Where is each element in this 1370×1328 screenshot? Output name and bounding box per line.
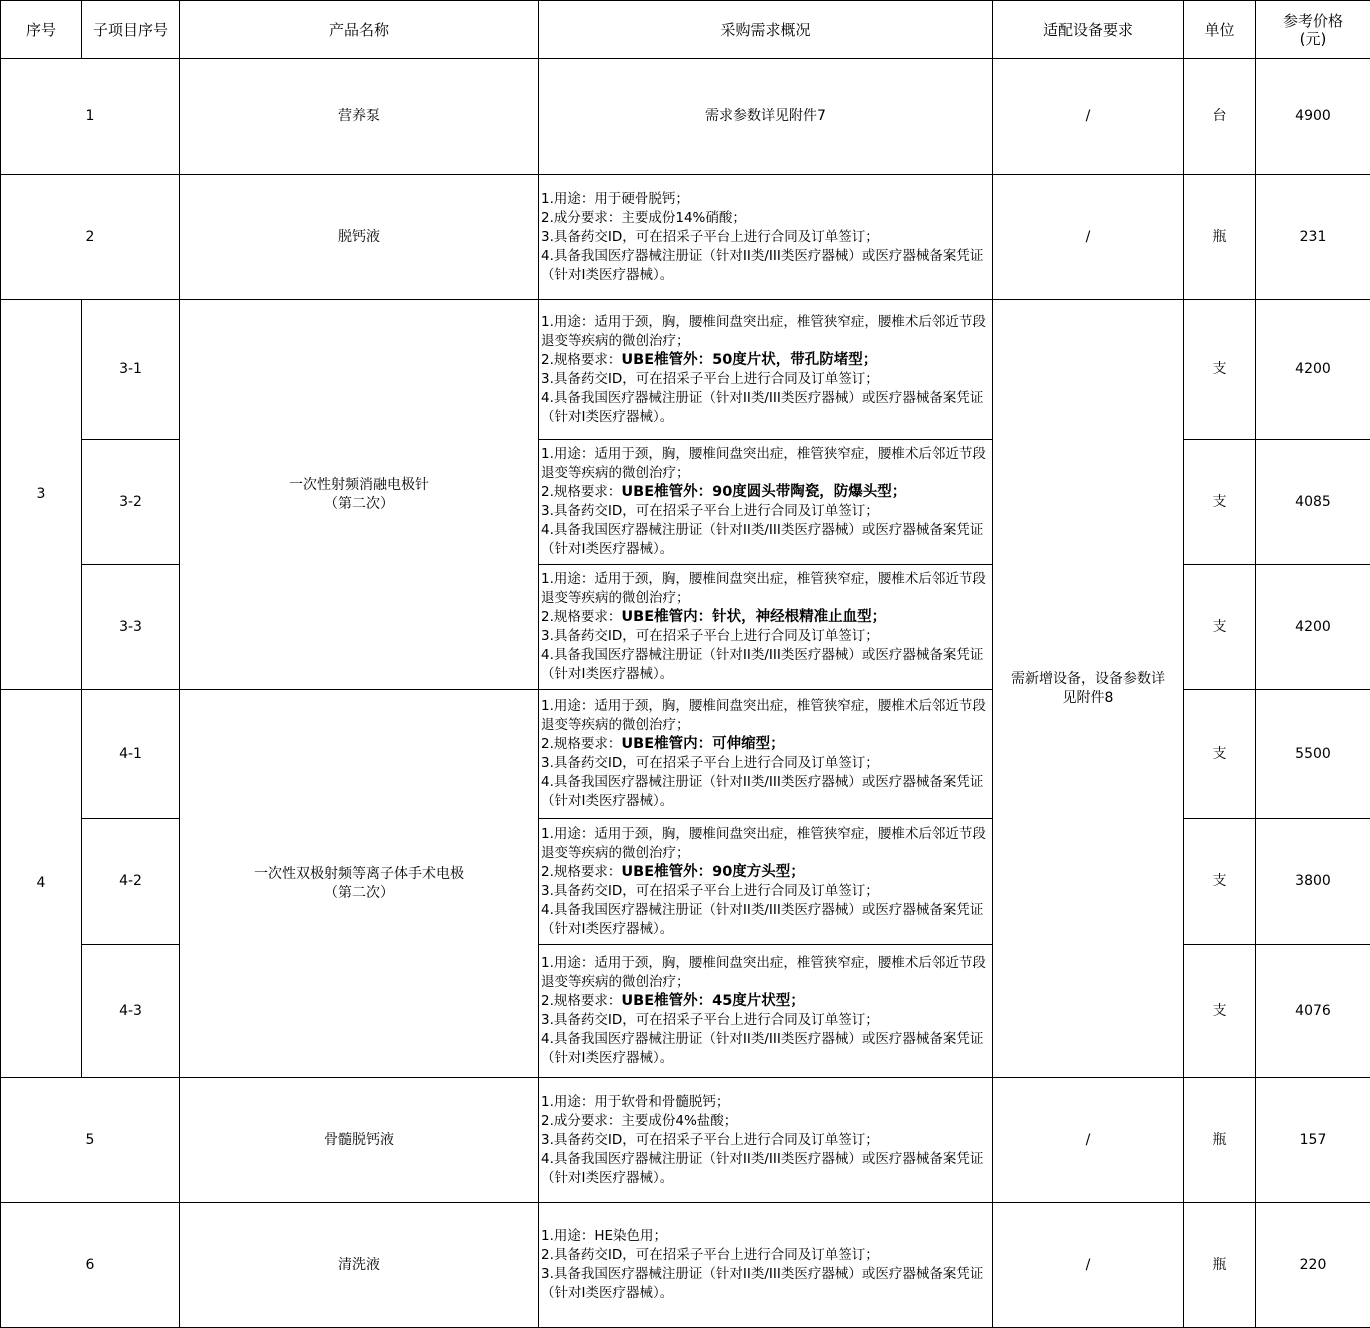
row-overview xyxy=(539,300,993,440)
overview-line: 2.成分要求：主要成份4%盐酸； xyxy=(541,1112,990,1131)
header-sub-seq: 子项目序号 xyxy=(82,1,180,59)
row-sub-seq: 4-1 xyxy=(82,690,180,819)
overview-line: 1.用途：用于硬骨脱钙； xyxy=(541,190,990,209)
overview-spec xyxy=(541,608,990,627)
row-overview xyxy=(539,945,993,1078)
spec-value: UBE椎管内：可伸缩型； xyxy=(621,736,784,752)
overview-line: 1.用途：HE染色用； xyxy=(541,1227,990,1246)
overview-line: 3.具备药交ID，可在招采子平台上进行合同及订单签订； xyxy=(541,1011,990,1030)
header-product: 产品名称 xyxy=(180,1,539,59)
overview-spec xyxy=(541,735,990,754)
overview-line: 4.具备我国医疗器械注册证（针对II类/III类医疗器械）或医疗器械备案凭证（针对I类医疗器械）。 xyxy=(541,773,990,811)
spec-label: 2.规格要求： xyxy=(541,993,621,1009)
row-price: 4085 xyxy=(1256,440,1370,565)
product-name-line1: 一次性射频消融电极针 xyxy=(180,476,538,495)
row-seq: 6 xyxy=(1,1203,180,1328)
row-overview xyxy=(539,565,993,690)
overview-line: 3.具备药交ID，可在招采子平台上进行合同及订单签订； xyxy=(541,228,990,247)
row-seq: 1 xyxy=(1,59,180,175)
row-seq: 3 xyxy=(1,300,82,690)
device-req-line2: 见附件8 xyxy=(993,689,1183,708)
row-sub-seq: 4-2 xyxy=(82,819,180,945)
row-product xyxy=(180,690,539,1078)
spec-value: UBE椎管外：90度方头型； xyxy=(621,864,804,880)
row-unit: 支 xyxy=(1184,945,1256,1078)
overview-spec xyxy=(541,483,990,502)
row-sub-seq: 3-2 xyxy=(82,440,180,565)
overview-spec xyxy=(541,351,990,370)
row-price: 220 xyxy=(1256,1203,1370,1328)
overview-line: 4.具备我国医疗器械注册证（针对II类/III类医疗器械）或医疗器械备案凭证（针对I类医疗器械）。 xyxy=(541,901,990,939)
row-sub-seq: 3-1 xyxy=(82,300,180,440)
row-product: 营养泵 xyxy=(180,59,539,175)
shared-device-req xyxy=(993,300,1184,1078)
row-unit: 瓶 xyxy=(1184,1078,1256,1203)
table-row xyxy=(1,59,1370,175)
row-unit: 瓶 xyxy=(1184,175,1256,300)
row-product: 脱钙液 xyxy=(180,175,539,300)
table-row xyxy=(1,1078,1370,1203)
row-seq: 5 xyxy=(1,1078,180,1203)
row-price: 3800 xyxy=(1256,819,1370,945)
table-row xyxy=(1,175,1370,300)
overview-spec xyxy=(541,863,990,882)
row-overview: 需求参数详见附件7 xyxy=(539,59,993,175)
overview-use: 1.用途：适用于颈，胸，腰椎间盘突出症，椎管狭窄症，腰椎术后邻近节段退变等疾病的微创治疗； xyxy=(541,445,990,483)
row-seq: 4 xyxy=(1,690,82,1078)
row-device-req: / xyxy=(993,1203,1184,1328)
row-overview xyxy=(539,1078,993,1203)
overview-line: 3.具备药交ID，可在招采子平台上进行合同及订单签订； xyxy=(541,627,990,646)
row-price: 4076 xyxy=(1256,945,1370,1078)
overview-use: 1.用途：适用于颈，胸，腰椎间盘突出症，椎管狭窄症，腰椎术后邻近节段退变等疾病的微创治疗； xyxy=(541,954,990,992)
row-unit: 支 xyxy=(1184,300,1256,440)
overview-line: 4.具备我国医疗器械注册证（针对II类/III类医疗器械）或医疗器械备案凭证（针对I类医疗器械）。 xyxy=(541,646,990,684)
spec-value: UBE椎管内：针状，神经根精准止血型； xyxy=(621,609,886,625)
header-price-line2: (元) xyxy=(1256,30,1370,48)
product-name-line2: （第二次） xyxy=(180,495,538,514)
row-product: 清洗液 xyxy=(180,1203,539,1328)
overview-line: 3.具备药交ID，可在招采子平台上进行合同及订单签订； xyxy=(541,1131,990,1150)
spec-value: UBE椎管外：90度圆头带陶瓷，防爆头型； xyxy=(621,484,906,500)
row-overview xyxy=(539,440,993,565)
row-sub-seq: 3-3 xyxy=(82,565,180,690)
overview-line: 3.具备药交ID，可在招采子平台上进行合同及订单签订； xyxy=(541,882,990,901)
table-row xyxy=(1,300,1370,440)
spec-value: UBE椎管外：50度片状，带孔防堵型； xyxy=(621,352,877,368)
overview-line: 2.具备药交ID，可在招采子平台上进行合同及订单签订； xyxy=(541,1246,990,1265)
row-product xyxy=(180,300,539,690)
overview-line: 3.具备药交ID，可在招采子平台上进行合同及订单签订； xyxy=(541,502,990,521)
product-name-line2: （第二次） xyxy=(180,884,538,903)
row-unit: 支 xyxy=(1184,819,1256,945)
row-unit: 台 xyxy=(1184,59,1256,175)
header-price xyxy=(1256,1,1370,59)
row-sub-seq: 4-3 xyxy=(82,945,180,1078)
overview-use: 1.用途：适用于颈，胸，腰椎间盘突出症，椎管狭窄症，腰椎术后邻近节段退变等疾病的微创治疗； xyxy=(541,825,990,863)
row-overview xyxy=(539,819,993,945)
row-unit: 瓶 xyxy=(1184,1203,1256,1328)
row-unit: 支 xyxy=(1184,690,1256,819)
spec-label: 2.规格要求： xyxy=(541,484,621,500)
spec-label: 2.规格要求： xyxy=(541,864,621,880)
row-unit: 支 xyxy=(1184,565,1256,690)
row-unit: 支 xyxy=(1184,440,1256,565)
overview-line: 4.具备我国医疗器械注册证（针对II类/III类医疗器械）或医疗器械备案凭证（针对I类医疗器械）。 xyxy=(541,1030,990,1068)
row-product: 骨髓脱钙液 xyxy=(180,1078,539,1203)
row-price: 157 xyxy=(1256,1078,1370,1203)
spec-label: 2.规格要求： xyxy=(541,609,621,625)
row-device-req: / xyxy=(993,1078,1184,1203)
header-row xyxy=(1,1,1370,59)
row-price: 231 xyxy=(1256,175,1370,300)
row-device-req: / xyxy=(993,175,1184,300)
device-req-line1: 需新增设备，设备参数详 xyxy=(993,670,1183,689)
row-overview xyxy=(539,1203,993,1328)
overview-line: 4.具备我国医疗器械注册证（针对II类/III类医疗器械）或医疗器械备案凭证（针对I类医疗器械）。 xyxy=(541,1150,990,1188)
overview-line: 3.具备药交ID，可在招采子平台上进行合同及订单签订； xyxy=(541,370,990,389)
row-seq: 2 xyxy=(1,175,180,300)
overview-line: 4.具备我国医疗器械注册证（针对II类/III类医疗器械）或医疗器械备案凭证（针对I类医疗器械）。 xyxy=(541,247,990,285)
header-overview: 采购需求概况 xyxy=(539,1,993,59)
spec-label: 2.规格要求： xyxy=(541,736,621,752)
overview-line: 2.成分要求：主要成份14%硝酸； xyxy=(541,209,990,228)
table-row xyxy=(1,1203,1370,1328)
row-device-req: / xyxy=(993,59,1184,175)
overview-use: 1.用途：适用于颈，胸，腰椎间盘突出症，椎管狭窄症，腰椎术后邻近节段退变等疾病的微创治疗； xyxy=(541,697,990,735)
overview-use: 1.用途：适用于颈，胸，腰椎间盘突出症，椎管狭窄症，腰椎术后邻近节段退变等疾病的微创治疗； xyxy=(541,570,990,608)
header-seq: 序号 xyxy=(1,1,82,59)
overview-use: 1.用途：适用于颈，胸，腰椎间盘突出症，椎管狭窄症，腰椎术后邻近节段退变等疾病的微创治疗； xyxy=(541,313,990,351)
header-unit: 单位 xyxy=(1184,1,1256,59)
row-overview xyxy=(539,690,993,819)
row-price: 4200 xyxy=(1256,565,1370,690)
spec-label: 2.规格要求： xyxy=(541,352,621,368)
row-price: 4900 xyxy=(1256,59,1370,175)
header-device-req: 适配设备要求 xyxy=(993,1,1184,59)
row-price: 5500 xyxy=(1256,690,1370,819)
spec-value: UBE椎管外：45度片状型； xyxy=(621,993,804,1009)
overview-line: 4.具备我国医疗器械注册证（针对II类/III类医疗器械）或医疗器械备案凭证（针对I类医疗器械）。 xyxy=(541,521,990,559)
overview-line: 4.具备我国医疗器械注册证（针对II类/III类医疗器械）或医疗器械备案凭证（针对I类医疗器械）。 xyxy=(541,389,990,427)
overview-line: 3.具备药交ID，可在招采子平台上进行合同及订单签订； xyxy=(541,754,990,773)
header-price-line1: 参考价格 xyxy=(1256,12,1370,30)
overview-line: 1.用途：用于软骨和骨髓脱钙； xyxy=(541,1093,990,1112)
overview-line: 3.具备我国医疗器械注册证（针对II类/III类医疗器械）或医疗器械备案凭证（针对I类医疗器械）。 xyxy=(541,1265,990,1303)
product-name-line1: 一次性双极射频等离子体手术电极 xyxy=(180,865,538,884)
overview-spec xyxy=(541,992,990,1011)
row-price: 4200 xyxy=(1256,300,1370,440)
row-overview xyxy=(539,175,993,300)
